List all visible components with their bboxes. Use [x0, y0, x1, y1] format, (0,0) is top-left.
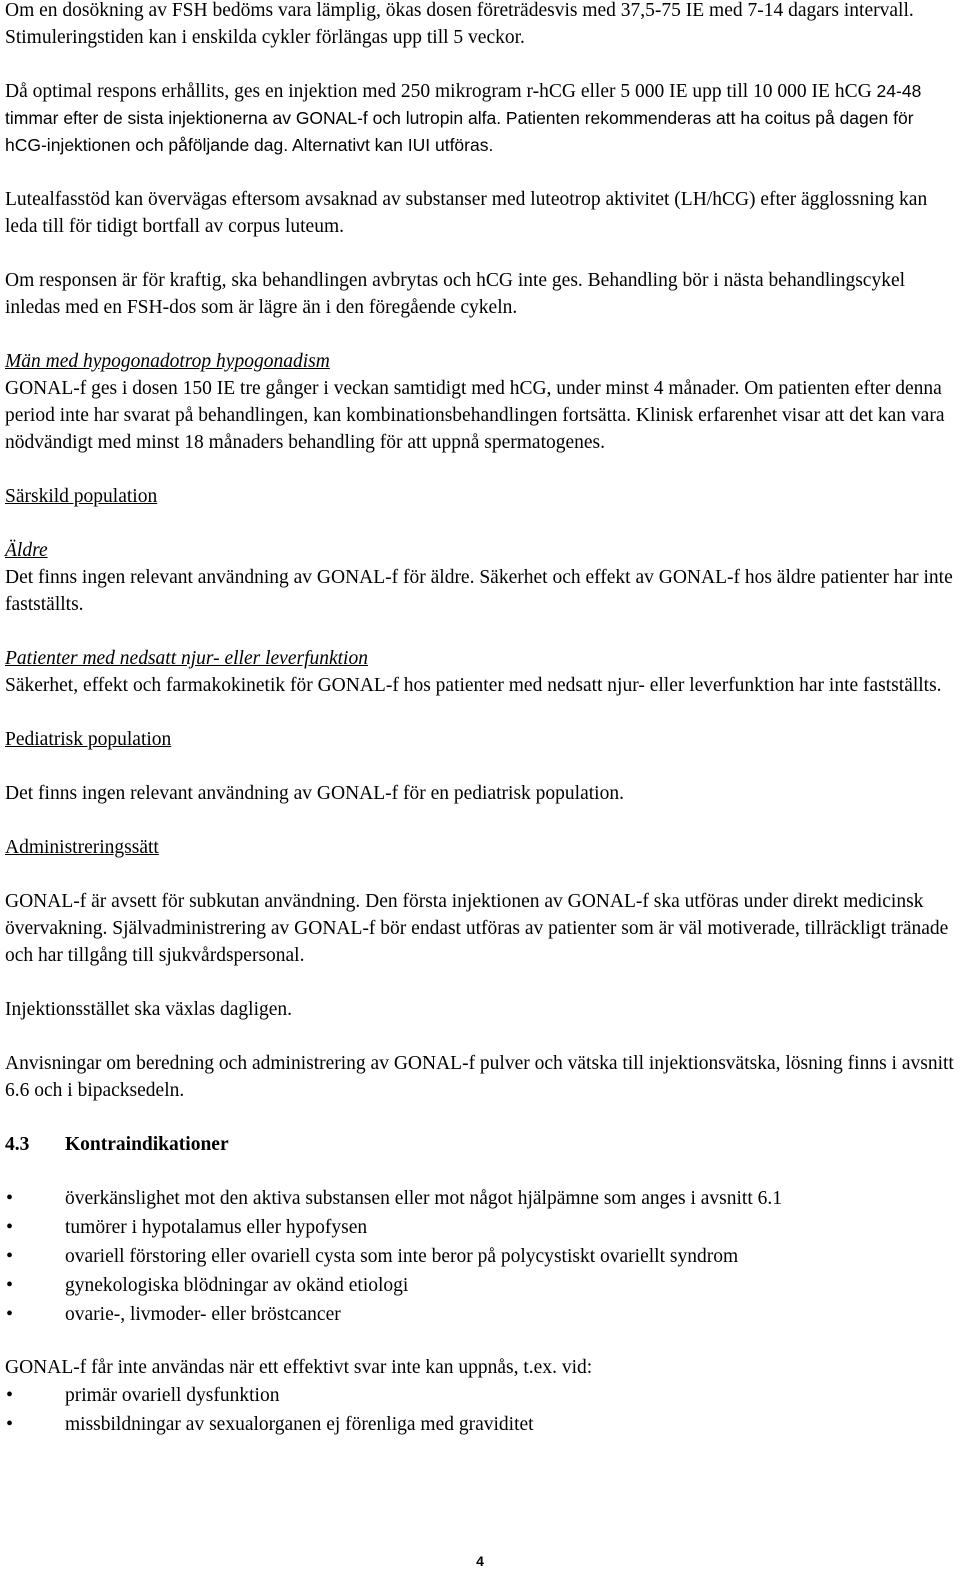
paragraph-hcg-injection-part1: Då optimal respons erhållits, ges en injektion med 250 mikrogram r-hCG eller 5 000 IE upp till 10 000 IE hCG: [5, 81, 877, 102]
list-item: • ovariell förstoring eller ovariell cysta som inte beror på polycystiskt ovariellt syndrom: [5, 1242, 955, 1271]
list-item: • primär ovariell dysfunktion: [5, 1381, 955, 1410]
heading-special-population: Särskild population: [5, 486, 158, 507]
bullet-icon: •: [6, 1245, 14, 1267]
heading-administration: Administreringssätt: [5, 837, 159, 858]
bullet-icon: •: [6, 1384, 14, 1406]
list-item: • ovarie-, livmoder- eller bröstcancer: [5, 1300, 955, 1329]
paragraph-dose-increase: Om en dosökning av FSH bedöms vara lämplig, ökas dosen företrädesvis med 37,5-75 IE med 7-14 dagars intervall. Stimuleringstiden kan i enskilda cykler förlängas upp till 5 veckor.: [5, 0, 914, 48]
heading-pediatric: Pediatrisk population: [5, 729, 172, 750]
bullet-icon: •: [6, 1303, 14, 1325]
list-item: • missbildningar av sexualorganen ej förenliga med graviditet: [5, 1410, 955, 1439]
list-item: • överkänslighet mot den aktiva substansen eller mot något hjälpämne som anges i avsnitt 6.1: [5, 1184, 955, 1213]
paragraph-not-used-intro: GONAL-f får inte användas när ett effektivt svar inte kan uppnås, t.ex. vid:: [5, 1357, 593, 1378]
paragraph-renal-hepatic: Säkerhet, effekt och farmakokinetik för GONAL-f hos patienter med nedsatt njur- eller leverfunktion har inte fastställts.: [5, 675, 942, 696]
bullet-icon: •: [6, 1216, 14, 1238]
heading-renal-hepatic: Patienter med nedsatt njur- eller leverfunktion: [5, 648, 368, 669]
bullet-icon: •: [6, 1413, 14, 1435]
list-item: • gynekologiska blödningar av okänd etiologi: [5, 1271, 955, 1300]
paragraph-instructions: Anvisningar om beredning och administrering av GONAL-f pulver och vätska till injektionsvätska, lösning finns i avsnitt 6.6 och i bipacksedeln.: [5, 1053, 954, 1101]
bullet-icon: •: [6, 1187, 14, 1209]
paragraph-administration: GONAL-f är avsett för subkutan användning. Den första injektionen av GONAL-f ska utföras under direkt medicinsk övervakning. Självadministrering av GONAL-f bör endast utföras av patienter som är väl motiverade, tillräckligt tränade och har tillgång till sjukvårdspersonal.: [5, 891, 949, 966]
section-heading-contraindications: [5, 1131, 955, 1158]
heading-men-hypogonadism: Män med hypogonadotrop hypogonadism: [5, 351, 330, 372]
paragraph-elderly: Det finns ingen relevant användning av GONAL-f för äldre. Säkerhet och effekt av GONAL-f hos äldre patienter har inte fastställts.: [5, 567, 953, 615]
not-used-list: [5, 1381, 955, 1439]
list-item: • tumörer i hypotalamus eller hypofysen: [5, 1213, 955, 1242]
document-page: [5, 0, 955, 1439]
contraindications-list: [5, 1184, 955, 1329]
heading-elderly: Äldre: [5, 540, 48, 561]
paragraph-pediatric: Det finns ingen relevant användning av GONAL-f för en pediatrisk population.: [5, 783, 624, 804]
page-number: 4: [476, 1553, 484, 1569]
section-title: Kontraindikationer: [65, 1134, 229, 1155]
paragraph-hcg-injection: [5, 78, 955, 159]
paragraph-injection-site: Injektionsstället ska växlas dagligen.: [5, 999, 293, 1020]
paragraph-luteal-support: Lutealfasstöd kan övervägas eftersom avsaknad av substanser med luteotrop aktivitet (LH/hCG) efter ägglossning kan leda till för tidigt bortfall av corpus luteum.: [5, 189, 928, 237]
section-number: 4.3: [5, 1134, 30, 1155]
paragraph-men-hypogonadism: GONAL-f ges i dosen 150 IE tre gånger i veckan samtidigt med hCG, under minst 4 månader. Om patienten efter denna period inte har svarat på behandlingen, kan kombinationsbehandlingen fortsätta. Klinisk erfarenhet visar att det kan vara nödvändigt med minst 18 månaders behandling för att uppnå spermatogenes.: [5, 378, 945, 453]
paragraph-hcg-injection-part2: 24-48 timmar efter de sista injektionerna av GONAL-f och lutropin alfa. Patienten rekommenderas att ha coitus på dagen för hCG-injektionen och påföljande dag. Alternativt kan IUI utföras.: [5, 81, 922, 155]
paragraph-excessive-response: Om responsen är för kraftig, ska behandlingen avbrytas och hCG inte ges. Behandling bör i nästa behandlingscykel inledas med en FSH-dos som är lägre än i den föregående cykeln.: [5, 270, 906, 318]
bullet-icon: •: [6, 1274, 14, 1296]
